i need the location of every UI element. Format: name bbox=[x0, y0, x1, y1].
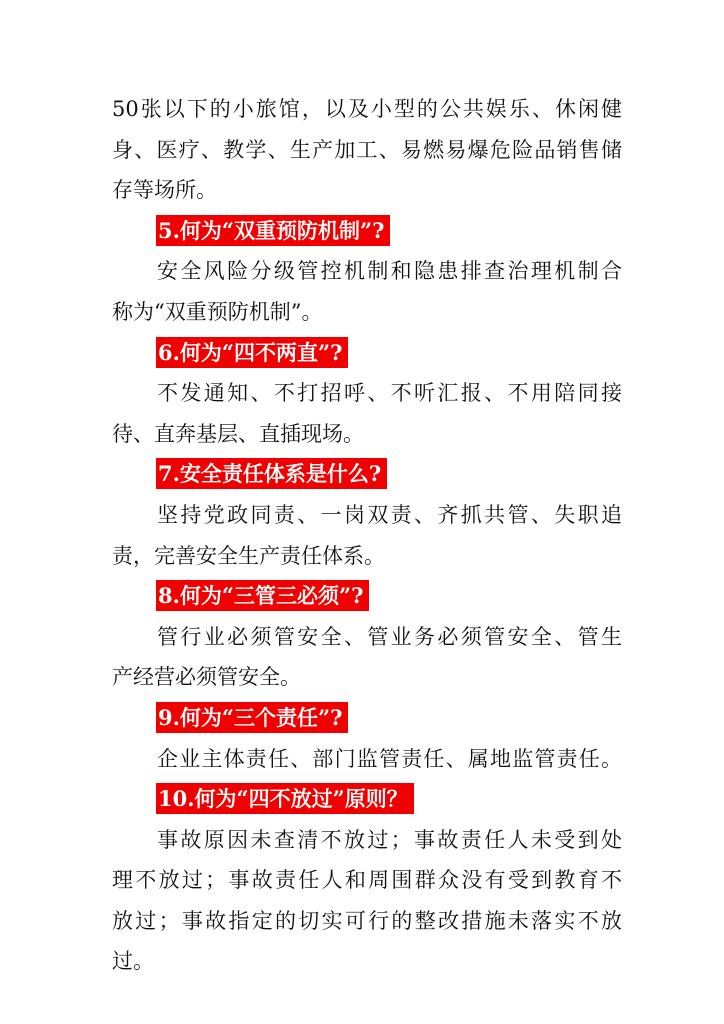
question-heading-7: 7.安全责任体系是什么? bbox=[156, 458, 387, 489]
text-line: 称为“双重预防机制”。 bbox=[112, 299, 323, 324]
text-line: 50张以下的小旅馆，以及小型的公共娱乐、休闲健 bbox=[112, 97, 622, 121]
text-line: 不发通知、不打招呼、不听汇报、不用陪同接 bbox=[157, 381, 622, 406]
text-line: 安全风险分级管控机制和隐患排查治理机制合 bbox=[157, 259, 622, 284]
text-line: 身、医疗、教学、生产加工、易燃易爆危险品销售储 bbox=[112, 137, 622, 162]
question-heading-10: 10.何为“四不放过”原则？ bbox=[156, 783, 414, 814]
text-line: 责，完善安全生产责任体系。 bbox=[112, 543, 385, 568]
text-line: 企业主体责任、部门监管责任、属地监管责任。 bbox=[157, 746, 622, 771]
document-body bbox=[112, 91, 622, 984]
text-line: 待、直奔基层、直插现场。 bbox=[112, 421, 364, 446]
text-line: 放过；事故指定的切实可行的整改措施未落实不放 bbox=[112, 908, 622, 933]
question-heading-6: 6.何为“四不两直”? bbox=[156, 337, 348, 368]
text-line: 事故原因未查清不放过；事故责任人未受到处 bbox=[157, 827, 622, 852]
text-line: 过。 bbox=[112, 949, 154, 974]
text-line: 产经营必须管安全。 bbox=[112, 665, 301, 690]
text-line: 管行业必须管安全、管业务必须管安全、管生 bbox=[157, 624, 622, 649]
text-line: 坚持党政同责、一岗双责、齐抓共管、失职追 bbox=[157, 502, 622, 527]
text-line: 存等场所。 bbox=[112, 178, 217, 203]
text-line: 理不放过；事故责任人和周围群众没有受到教育不 bbox=[112, 868, 622, 893]
question-heading-5: 5.何为“双重预防机制”? bbox=[156, 215, 390, 246]
question-heading-9: 9.何为“三个责任”? bbox=[156, 702, 348, 733]
question-heading-8: 8.何为“三管三必须”? bbox=[156, 580, 369, 611]
